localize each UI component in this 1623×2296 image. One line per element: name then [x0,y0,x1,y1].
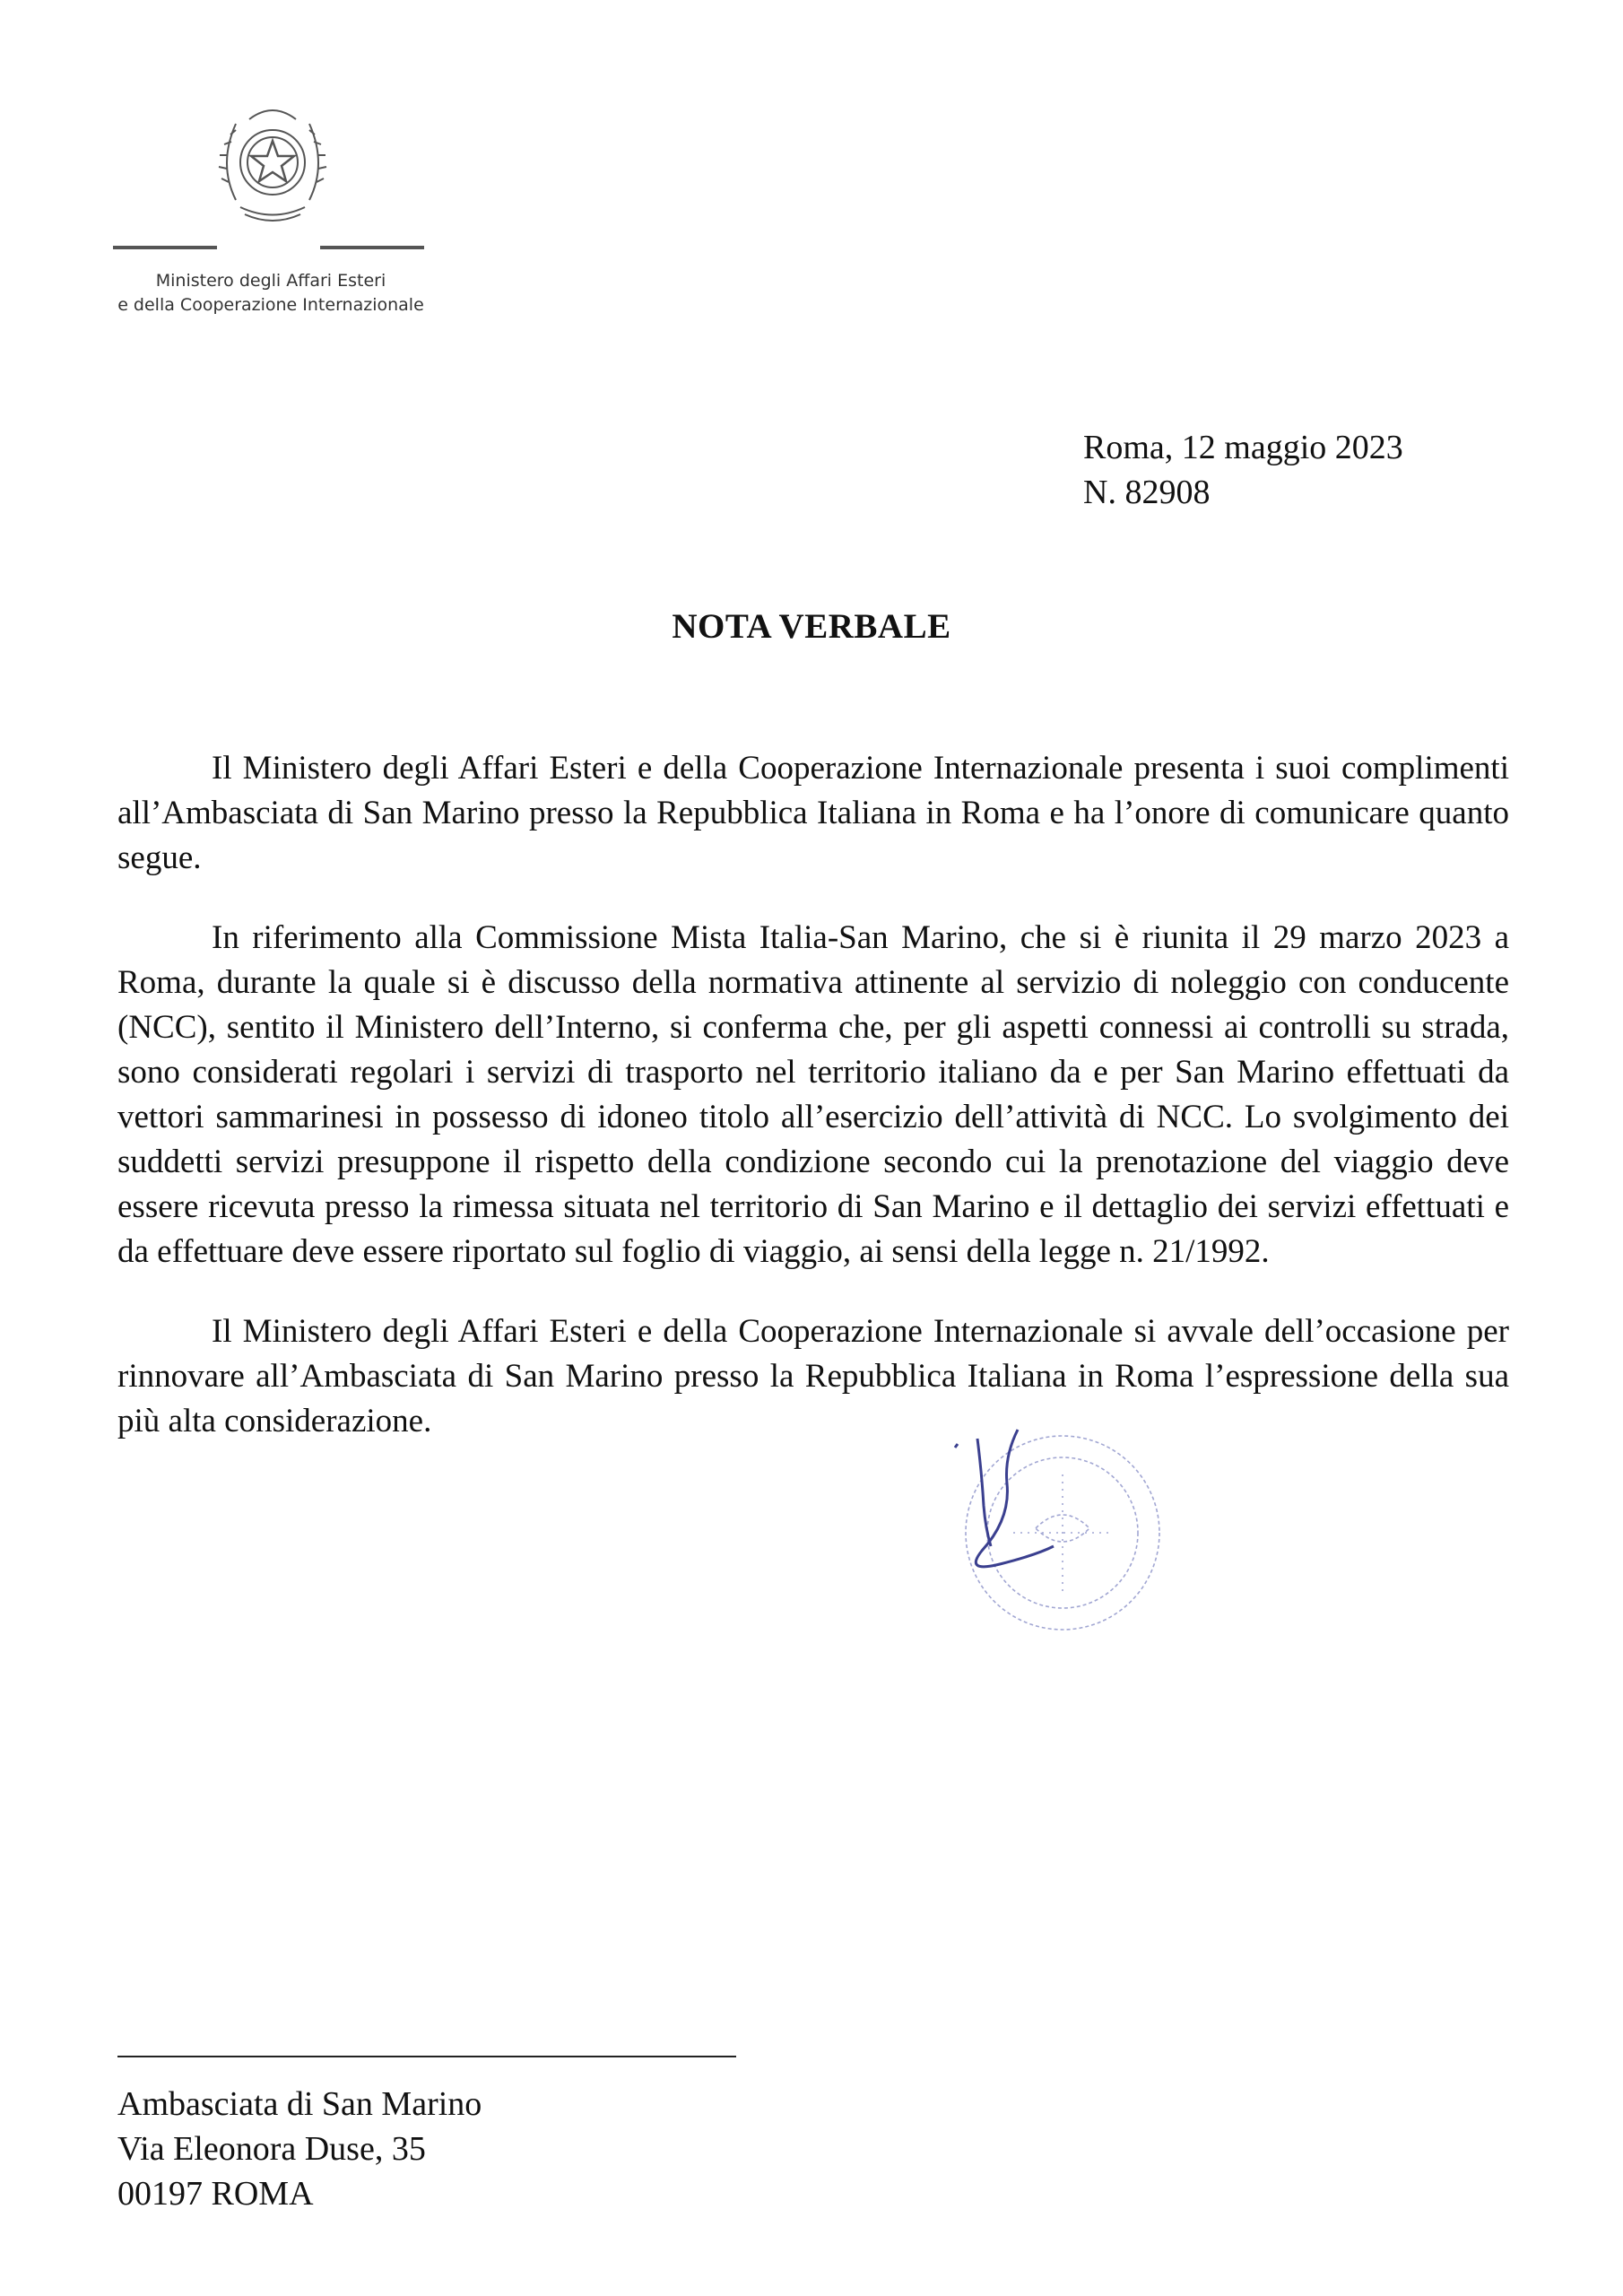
recipient-divider [117,2056,736,2057]
header-rule-right [320,246,424,249]
recipient-line-3: 00197 ROMA [117,2175,314,2213]
recipient-line-1: Ambasciata di San Marino [117,2085,482,2123]
ministry-name [109,269,432,317]
document-title: NOTA VERBALE [672,607,951,646]
letter-body [117,746,1509,1479]
date-block [1083,425,1403,515]
header-rule-left [113,246,217,249]
recipient-address [117,2082,482,2216]
document-number: N. 82908 [1083,474,1211,511]
ministry-line-1: Ministero degli Affari Esteri [155,271,386,291]
place-date: Roma, 12 maggio 2023 [1083,429,1403,466]
ministry-line-2: e della Cooperazione Internazionale [117,295,424,315]
paragraph-main: In riferimento alla Commissione Mista Italia-San Marino, che si è riunita il 29 marzo 2023 a Roma, durante la quale si è discusso della normativa attinente al servizio di noleggio con conducente (NCC), sentito il Ministero dell’Interno, si conferma che, per gli aspetti connessi ai controlli su strada, sono considerati regolari i servizi di trasporto nel territorio italiano da e per San Marino effettuati da vettori sammarinesi in possesso di idoneo titolo all’esercizio dell’attività di NCC. Lo svolgimento dei suddetti servizi presuppone il rispetto della condizione secondo cui la prenotazione del viaggio deve essere ricevuta presso la rimessa situata nel territorio di San Marino e il dettaglio dei servizi effettuati e da effettuare deve essere riportato sul foglio di viaggio, ai sensi della legge n. 21/1992. [117,919,1509,1270]
italian-republic-emblem [209,92,336,236]
paragraph-closing: Il Ministero degli Affari Esteri e della Cooperazione Internazionale si avvale dell’occasione per rinnovare all’Ambasciata di San Marino presso la Repubblica Italiana in Roma l’espressione della sua più alta considerazione. [117,1313,1509,1439]
paragraph-introduction: Il Ministero degli Affari Esteri e della Cooperazione Internazionale presenta i suoi complimenti all’Ambasciata di San Marino presso la Repubblica Italiana in Roma e ha l’onore di comunicare quanto segue. [117,750,1509,876]
recipient-line-2: Via Eleonora Duse, 35 [117,2130,426,2168]
official-stamp-and-signature [928,1421,1197,1663]
